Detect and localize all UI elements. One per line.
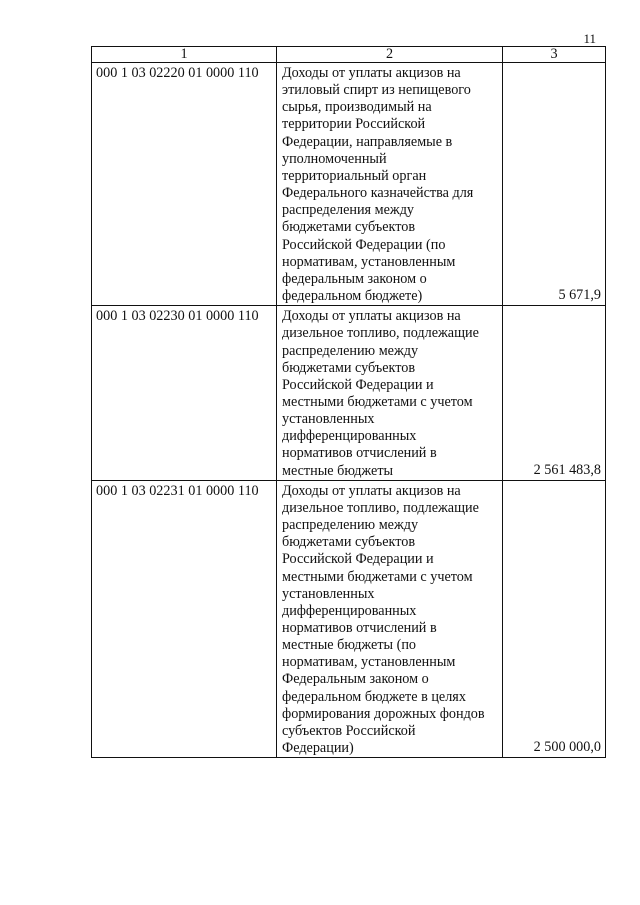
description-cell	[277, 306, 503, 481]
description-line: бюджетами субъектов	[282, 359, 416, 376]
description-line: дизельное топливо, подлежащие	[282, 499, 479, 516]
column-header-code: 1	[92, 47, 277, 63]
description-line: федеральном бюджете в целях	[282, 688, 466, 705]
description-line: нормативам, установленным	[282, 654, 456, 671]
description-line: распределению между	[282, 517, 419, 534]
description-line: Доходы от уплаты акцизов на	[282, 308, 461, 325]
description-line: дифференцированных	[282, 428, 417, 445]
budget-code-cell: 000 1 03 02220 01 0000 110	[92, 63, 277, 306]
description-line: Федерального казначейства для	[282, 185, 474, 202]
description-line: нормативам, установленным	[282, 253, 456, 270]
description-line: местными бюджетами с учетом	[282, 393, 473, 410]
table-row	[92, 63, 606, 306]
description-line: Доходы от уплаты акцизов на	[282, 482, 461, 499]
budget-code-cell: 000 1 03 02231 01 0000 110	[92, 480, 277, 758]
description-line: Федеральным законом о	[282, 671, 429, 688]
description-line: дизельное топливо, подлежащие	[282, 325, 479, 342]
description-cell	[277, 480, 503, 758]
table-header-row	[92, 47, 606, 63]
table-row	[92, 480, 606, 758]
amount-cell: 2 500 000,0	[503, 480, 606, 758]
description-line: уполномоченный	[282, 150, 387, 167]
description-line: Доходы от уплаты акцизов на	[282, 65, 461, 81]
revenue-table	[91, 46, 606, 758]
description-line: местные бюджеты	[282, 462, 394, 479]
amount-cell: 2 561 483,8	[503, 306, 606, 481]
page-number: 11	[583, 31, 596, 46]
description-line: бюджетами субъектов	[282, 534, 416, 551]
budget-code-cell: 000 1 03 02230 01 0000 110	[92, 306, 277, 481]
column-header-description: 2	[277, 47, 503, 63]
description-line: территории Российской	[282, 116, 426, 133]
description-line: формирования дорожных фондов	[282, 705, 485, 722]
description-line: федеральном бюджете)	[282, 288, 423, 305]
description-line: Российской Федерации (по	[282, 236, 446, 253]
description-line: местными бюджетами с учетом	[282, 568, 473, 585]
description-line: этиловый спирт из непищевого	[282, 82, 471, 99]
description-line: нормативов отчислений в	[282, 620, 437, 636]
description-line: сырья, производимый на	[282, 99, 432, 116]
description-line: территориальный орган	[282, 167, 427, 184]
description-line: дифференцированных	[282, 602, 417, 619]
description-line: федеральным законом о	[282, 270, 427, 287]
amount-cell: 5 671,9	[503, 63, 606, 306]
description-line: нормативов отчислений в	[282, 445, 437, 462]
description-line: Российской Федерации и	[282, 551, 434, 568]
description-line: бюджетами субъектов	[282, 219, 416, 236]
description-line: установленных	[282, 411, 375, 428]
description-line: распределению между	[282, 342, 419, 359]
description-line: Российской Федерации и	[282, 376, 434, 393]
description-line: местные бюджеты (по	[282, 637, 417, 654]
description-line: установленных	[282, 585, 375, 602]
description-line: распределения между	[282, 202, 415, 219]
description-line: Федерации)	[282, 740, 354, 757]
description-line: субъектов Российской	[282, 722, 416, 739]
column-header-amount: 3	[503, 47, 606, 63]
table-row	[92, 306, 606, 481]
description-line: Федерации, направляемые в	[282, 133, 453, 150]
description-cell	[277, 63, 503, 306]
